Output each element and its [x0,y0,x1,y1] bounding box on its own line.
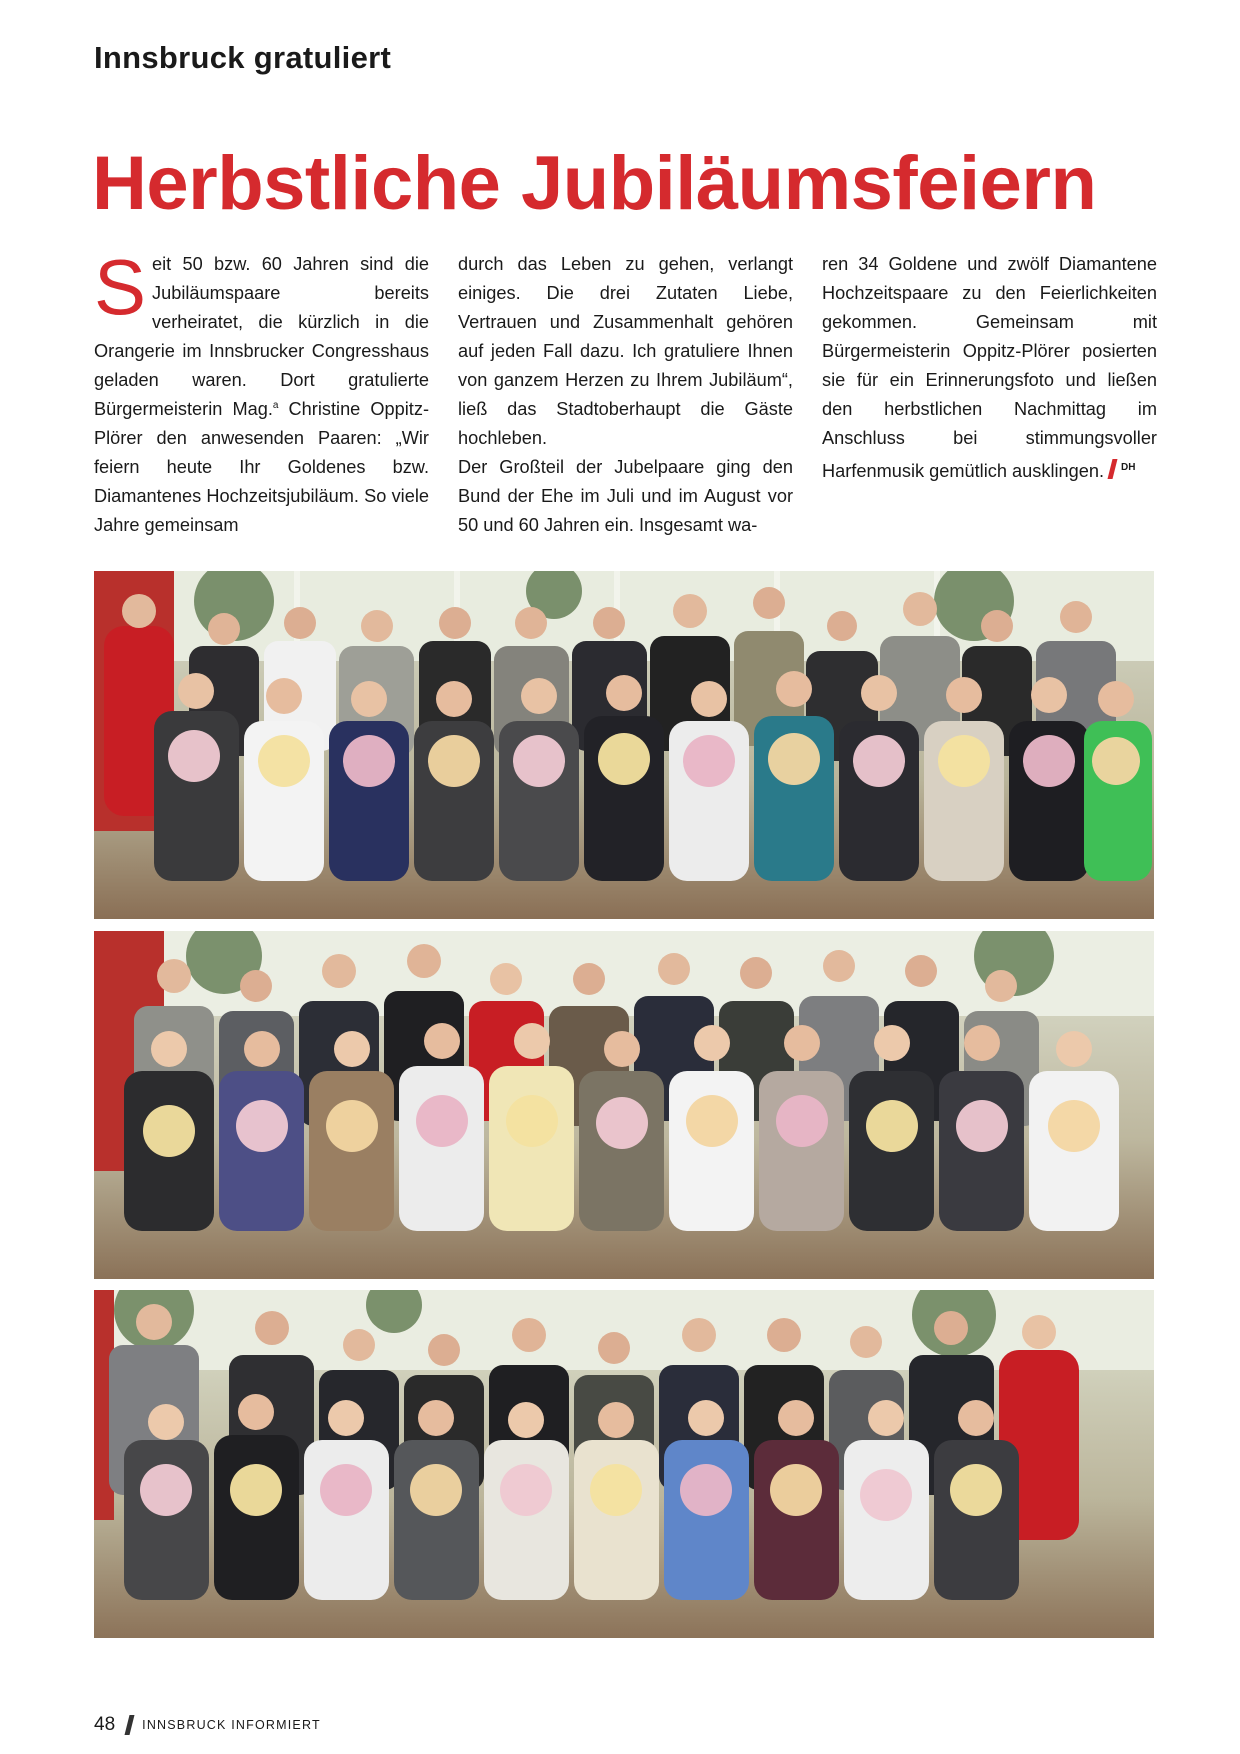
publication-name: INNSBRUCK INFORMIERT [142,1718,321,1732]
article-column-1 [94,243,429,540]
superscript: a [272,399,279,411]
section-label: Innsbruck gratuliert [94,40,392,75]
end-mark-icon [1108,459,1118,479]
photo-illustration [94,931,1154,1279]
article-paragraph-2: Der Großteil der Jubelpaare ging den Bund der Ehe im Juli und im August vor 50 und 60 Jahren ein. Insgesamt wa- [458,457,793,535]
page-footer [94,1714,321,1736]
photo-illustration [94,571,1154,919]
drop-cap: S [94,243,147,331]
article-text-continued: Christine Oppitz-Plörer den anwesenden Paaren: „Wir feiern heute Ihr Goldenes bzw. Diamantenes Hochzeitsjubiläum. So viele Jahre gemeinsam [94,399,429,535]
article-text: eit 50 bzw. 60 Jahren sind die Jubiläumspaare bereits verheiratet, die kürzlich in die Orangerie im Innsbrucker Congresshaus geladen waren. Dort gratulierte Bürgermeisterin Mag. [94,254,429,419]
group-photo-3 [94,1290,1154,1638]
article-paragraph-1: durch das Leben zu gehen, verlangt einiges. Die drei Zutaten Liebe, Vertrauen und Zusammenhalt gehören auf jeden Fall dazu. Ich gratuliere Ihnen von ganzem Herzen zu Ihrem Jubiläum“, ließ das Stadtoberhaupt die Gäste hochleben. [458,254,793,448]
photo-illustration [94,1290,1154,1638]
separator-slash-icon [125,1715,135,1735]
author-initials: DH [1121,462,1136,473]
headline: Herbstliche Jubiläumsfeiern [92,141,1097,226]
article-paragraph [822,250,1157,486]
article-column-3 [822,250,1157,486]
article-text: ren 34 Goldene und zwölf Diamantene Hochzeitspaare zu den Feierlichkeiten gekommen. Gemeinsam mit Bürgermeisterin Oppitz-Plörer posierten sie für ein Erinnerungsfoto und ließen den herbstlichen Nachmittag im Anschluss bei stimmungsvoller Harfenmusik gemütlich ausklingen. [822,254,1157,482]
group-photo-2 [94,931,1154,1279]
group-photo-1 [94,571,1154,919]
page-number: 48 [94,1714,116,1735]
article-column-2 [458,250,793,540]
article-paragraph [94,243,429,540]
